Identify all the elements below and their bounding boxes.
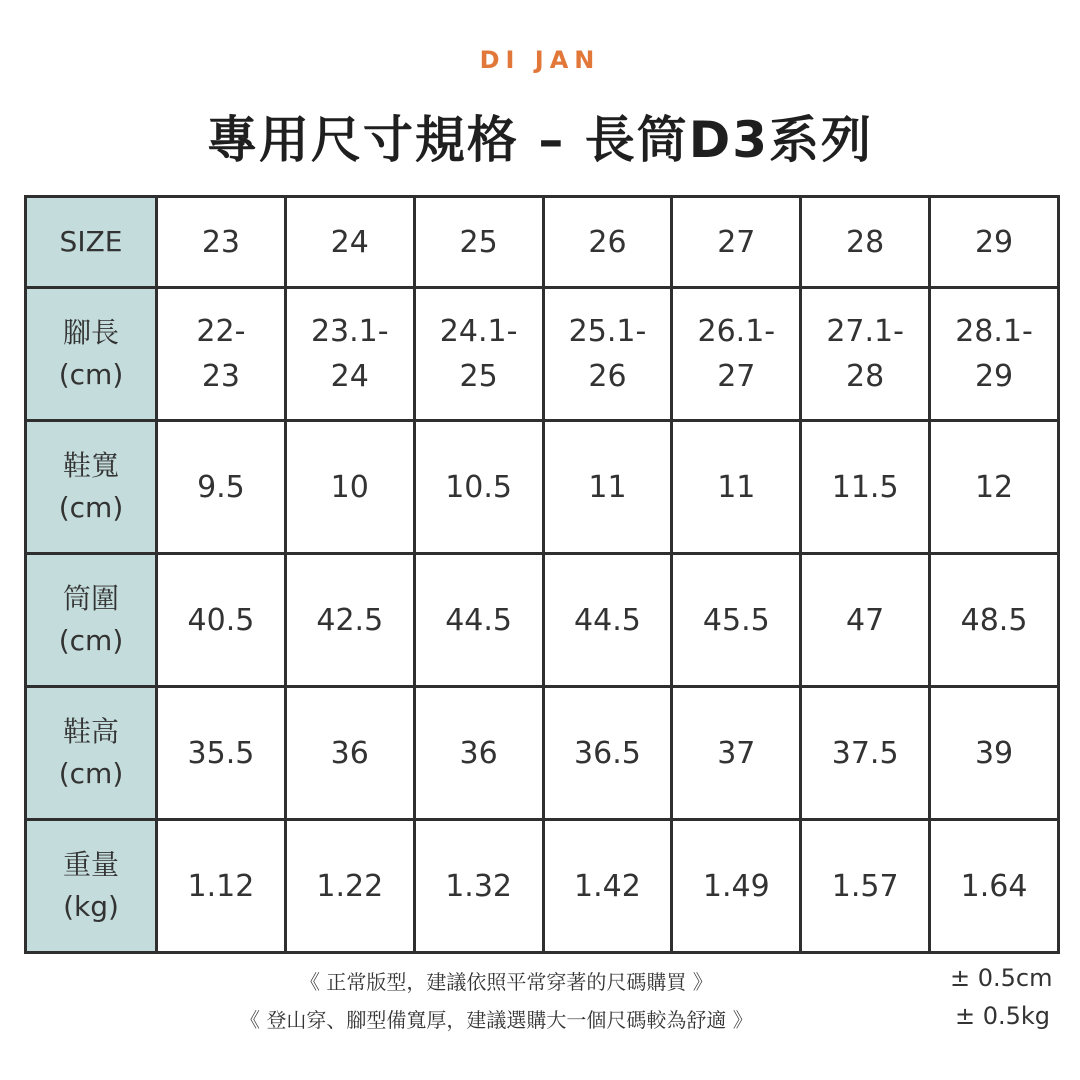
- foot-length-to: 27: [717, 359, 756, 394]
- weight-cell: 1.22: [285, 820, 414, 953]
- foot-length-cell: [543, 288, 672, 421]
- foot-length-to: 23: [201, 359, 241, 394]
- size-28-cell: 28: [801, 197, 930, 288]
- foot-length-to: 28: [846, 359, 885, 394]
- foot-length-cell: [414, 288, 543, 421]
- shoe-width-cell: 12: [930, 421, 1059, 554]
- size-25-cell: 25: [414, 197, 543, 288]
- weight-cell: 1.64: [930, 820, 1059, 953]
- foot-length-to: 25: [459, 359, 498, 394]
- weight-cell: 1.49: [672, 820, 801, 953]
- row-label-name: 鞋寬: [62, 449, 119, 482]
- tolerance-cm: ± 0.5cm: [950, 964, 1053, 992]
- header-label-size: SIZE: [26, 197, 157, 288]
- shaft-circumference-cell: 40.5: [157, 554, 286, 687]
- foot-length-cell: [157, 288, 286, 421]
- shoe-width-cell: 9.5: [157, 421, 286, 554]
- shoe-height-cell: 39: [930, 687, 1059, 820]
- weight-label: [26, 820, 157, 953]
- row-label-unit: (cm): [58, 358, 124, 391]
- foot-length-from: 25.1-: [568, 314, 647, 349]
- foot-length-from: 24.1-: [439, 314, 518, 349]
- shaft-circumference-cell: 44.5: [543, 554, 672, 687]
- fit-note-hiking: 《 登山穿、腳型備寬厚，建議選購大一個尺碼較為舒適 》: [240, 1008, 753, 1032]
- shoe-height-cell: 36.5: [543, 687, 672, 820]
- row-label-name: 筒圍: [62, 582, 119, 615]
- weight-cell: 1.42: [543, 820, 672, 953]
- shoe-width-label: [26, 421, 157, 554]
- size-24-cell: 24: [285, 197, 414, 288]
- shoe-height-cell: 36: [414, 687, 543, 820]
- size-23-cell: 23: [157, 197, 286, 288]
- shaft-circumference-cell: 45.5: [672, 554, 801, 687]
- shoe-width-cell: 11: [543, 421, 672, 554]
- weight-cell: 1.57: [801, 820, 930, 953]
- shoe-height-row: [26, 687, 1059, 820]
- shoe-width-cell: 10.5: [414, 421, 543, 554]
- fit-note-normal: 《 正常版型，建議依照平常穿著的尺碼購買 》: [300, 970, 713, 994]
- foot-length-row: [26, 288, 1059, 421]
- size-chart-table: [24, 195, 1060, 954]
- shoe-height-cell: 37: [672, 687, 801, 820]
- foot-length-from: 23.1-: [310, 314, 389, 349]
- shaft-circumference-cell: 47: [801, 554, 930, 687]
- foot-length-label: [26, 288, 157, 421]
- footnotes: [0, 958, 1080, 1048]
- row-label-unit: (cm): [58, 757, 124, 790]
- shaft-circumference-row: [26, 554, 1059, 687]
- foot-length-from: 22-: [196, 314, 246, 349]
- foot-length-to: 29: [974, 359, 1014, 394]
- brand-logo-text: DI JAN: [479, 46, 601, 74]
- foot-length-cell: [930, 288, 1059, 421]
- page-title: 專用尺寸規格 – 長筒D3系列: [206, 111, 874, 169]
- tolerance-kg: ± 0.5kg: [955, 1002, 1051, 1030]
- foot-length-cell: [801, 288, 930, 421]
- shoe-width-row: [26, 421, 1059, 554]
- foot-length-cell: [672, 288, 801, 421]
- shoe-height-cell: 35.5: [157, 687, 286, 820]
- shaft-circumference-label: [26, 554, 157, 687]
- foot-length-to: 24: [330, 359, 369, 394]
- row-label-unit: (cm): [58, 624, 124, 657]
- foot-length-from: 28.1-: [955, 314, 1033, 349]
- table-header-row: [26, 197, 1059, 288]
- shaft-circumference-cell: 44.5: [414, 554, 543, 687]
- shaft-circumference-cell: 48.5: [930, 554, 1059, 687]
- row-label-name: 鞋高: [62, 715, 119, 748]
- row-label-name: 腳長: [62, 316, 119, 349]
- foot-length-from: 27.1-: [826, 314, 904, 349]
- shaft-circumference-cell: 42.5: [285, 554, 414, 687]
- shoe-height-cell: 36: [285, 687, 414, 820]
- size-29-cell: 29: [930, 197, 1059, 288]
- shoe-width-cell: 10: [285, 421, 414, 554]
- shoe-height-cell: 37.5: [801, 687, 930, 820]
- foot-length-cell: [285, 288, 414, 421]
- size-26-cell: 26: [543, 197, 672, 288]
- shoe-width-cell: 11.5: [801, 421, 930, 554]
- weight-row: [26, 820, 1059, 953]
- foot-length-to: 26: [588, 359, 627, 394]
- foot-length-from: 26.1-: [697, 314, 776, 349]
- row-label-unit: (kg): [63, 890, 119, 923]
- weight-cell: 1.12: [157, 820, 286, 953]
- row-label-name: 重量: [62, 848, 119, 881]
- weight-cell: 1.32: [414, 820, 543, 953]
- row-label-unit: (cm): [58, 491, 124, 524]
- size-27-cell: 27: [672, 197, 801, 288]
- shoe-width-cell: 11: [672, 421, 801, 554]
- shoe-height-label: [26, 687, 157, 820]
